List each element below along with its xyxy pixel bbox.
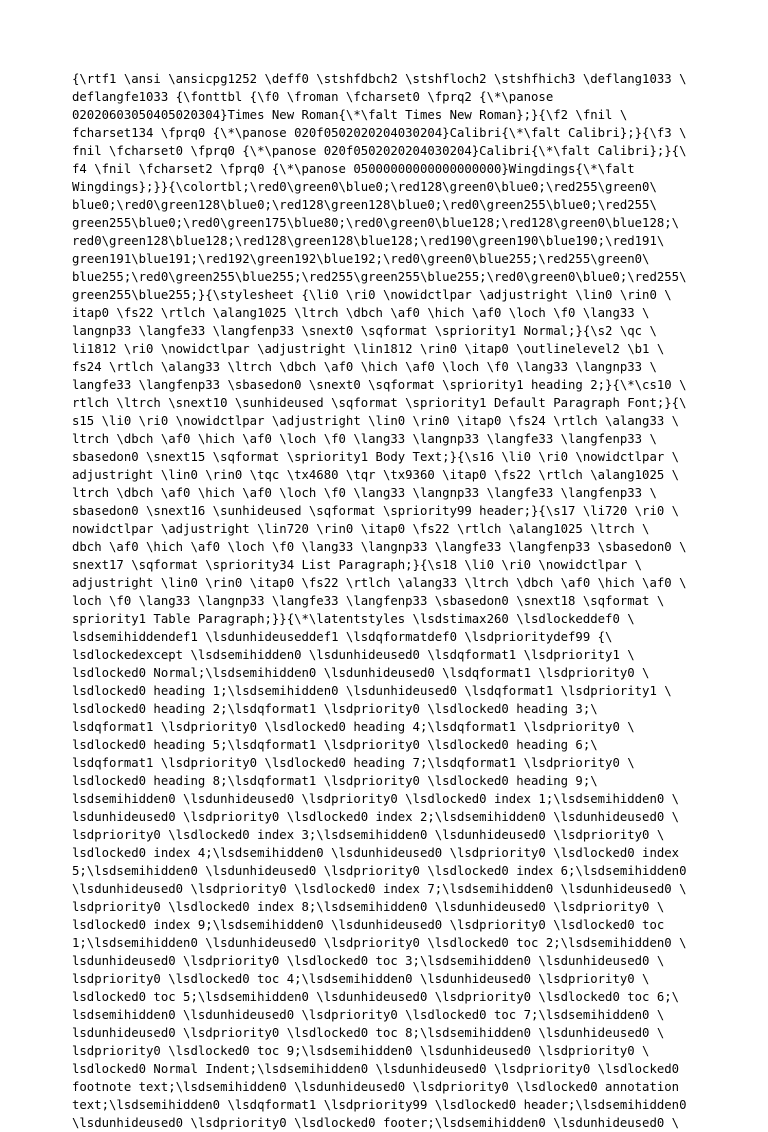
rtf-source-document <box>72 70 702 1132</box>
text-line: Wingdings};}}{\colortbl;\red0\green0\blue0;\red128\green0\blue0;\red255\green0\ <box>72 180 657 194</box>
text-line: langnp33 \langfe33 \langfenp33 \snext0 \sqformat \spriority1 Normal;}{\s2 \qc \ <box>72 324 657 338</box>
text-line: dbch \af0 \hich \af0 \loch \f0 \lang33 \langnp33 \langfe33 \langfenp33 \sbasedon0 \ <box>72 540 687 554</box>
text-line: green191\blue191;\red192\green192\blue192;\red0\green0\blue255;\red255\green0\ <box>72 252 650 266</box>
text-line: lsdunhideused0 \lsdpriority0 \lsdlocked0 toc 8;\lsdsemihidden0 \lsdunhideused0 \ <box>72 1026 665 1040</box>
text-line: s15 \li0 \ri0 \nowidctlpar \adjustright \lin0 \rin0 \itap0 \fs24 \rtlch \alang33 \ <box>72 414 680 428</box>
text-line: lsdlocked0 Normal Indent;\lsdsemihidden0 \lsdunhideused0 \lsdpriority0 \lsdlocked0 <box>72 1062 680 1076</box>
text-line: lsdpriority0 \lsdlocked0 toc 9;\lsdsemihidden0 \lsdunhideused0 \lsdpriority0 \ <box>72 1044 650 1058</box>
text-line: 1;\lsdsemihidden0 \lsdunhideused0 \lsdpriority0 \lsdlocked0 toc 2;\lsdsemihidden0 \ <box>72 936 687 950</box>
text-line: rtlch \ltrch \snext10 \sunhideused \sqformat \spriority1 Default Paragraph Font;}{\ <box>72 396 687 410</box>
text-line: fcharset134 \fprq0 {\*\panose 020f0502020204030204}Calibri{\*\falt Calibri};}{\f3 \ <box>72 126 687 140</box>
text-line: li1812 \ri0 \nowidctlpar \adjustright \lin1812 \rin0 \itap0 \outlinelevel2 \b1 \ <box>72 342 665 356</box>
text-line: lsdpriority0 \lsdlocked0 toc 4;\lsdsemihidden0 \lsdunhideused0 \lsdpriority0 \ <box>72 972 650 986</box>
text-line: \lsdunhideused0 \lsdpriority0 \lsdlocked0 footer;\lsdsemihidden0 \lsdunhideused0 \ <box>72 1116 680 1130</box>
text-line: lsdlocked0 heading 5;\lsdqformat1 \lsdpriority0 \lsdlocked0 heading 6;\ <box>72 738 598 752</box>
text-line: text;\lsdsemihidden0 \lsdqformat1 \lsdpriority99 \lsdlocked0 header;\lsdsemihidden0 <box>72 1098 687 1112</box>
text-line: deflangfe1033 {\fonttbl {\f0 \froman \fcharset0 \fprq2 {\*\panose <box>72 90 554 104</box>
text-line: lsdpriority0 \lsdlocked0 index 8;\lsdsemihidden0 \lsdunhideused0 \lsdpriority0 \ <box>72 900 665 914</box>
text-line: sbasedon0 \snext16 \sunhideused \sqformat \spriority99 header;}{\s17 \li720 \ri0 \ <box>72 504 680 518</box>
text-line: lsdunhideused0 \lsdpriority0 \lsdlocked0 toc 3;\lsdsemihidden0 \lsdunhideused0 \ <box>72 954 665 968</box>
text-line: fnil \fcharset0 \fprq0 {\*\panose 020f0502020204030204}Calibri{\*\falt Calibri};}{\ <box>72 144 687 158</box>
text-line: lsdsemihiddendef1 \lsdunhideuseddef1 \lsdqformatdef0 \lsdprioritydef99 {\ <box>72 630 613 644</box>
text-line: itap0 \fs22 \rtlch \alang1025 \ltrch \dbch \af0 \hich \af0 \loch \f0 \lang33 \ <box>72 306 650 320</box>
text-line: adjustright \lin0 \rin0 \itap0 \fs22 \rtlch \alang33 \ltrch \dbch \af0 \hich \af0 \ <box>72 576 687 590</box>
text-line: lsdlocked0 heading 1;\lsdsemihidden0 \lsdunhideused0 \lsdqformat1 \lsdpriority1 \ <box>72 684 672 698</box>
text-line: lsdlocked0 index 9;\lsdsemihidden0 \lsdunhideused0 \lsdpriority0 \lsdlocked0 toc <box>72 918 665 932</box>
text-line: loch \f0 \lang33 \langnp33 \langfe33 \langfenp33 \sbasedon0 \snext18 \sqformat \ <box>72 594 665 608</box>
text-line: 5;\lsdsemihidden0 \lsdunhideused0 \lsdpriority0 \lsdlocked0 index 6;\lsdsemihidden0 <box>72 864 687 878</box>
text-line: lsdlocked0 Normal;\lsdsemihidden0 \lsdunhideused0 \lsdqformat1 \lsdpriority0 \ <box>72 666 650 680</box>
text-line: lsdsemihidden0 \lsdunhideused0 \lsdpriority0 \lsdlocked0 toc 7;\lsdsemihidden0 \ <box>72 1008 665 1022</box>
text-line: blue255;\red0\green255\blue255;\red255\green255\blue255;\red0\green0\blue0;\red255\ <box>72 270 687 284</box>
text-line: footnote text;\lsdsemihidden0 \lsdunhideused0 \lsdpriority0 \lsdlocked0 annotation <box>72 1080 680 1094</box>
text-line: sbasedon0 \snext15 \sqformat \spriority1 Body Text;}{\s16 \li0 \ri0 \nowidctlpar \ <box>72 450 680 464</box>
text-line: lsdunhideused0 \lsdpriority0 \lsdlocked0 index 2;\lsdsemihidden0 \lsdunhideused0 \ <box>72 810 680 824</box>
text-line: lsdlocked0 toc 5;\lsdsemihidden0 \lsdunhideused0 \lsdpriority0 \lsdlocked0 toc 6;\ <box>72 990 680 1004</box>
text-line: lsdlocked0 heading 2;\lsdqformat1 \lsdpriority0 \lsdlocked0 heading 3;\ <box>72 702 598 716</box>
text-line: lsdqformat1 \lsdpriority0 \lsdlocked0 heading 4;\lsdqformat1 \lsdpriority0 \ <box>72 720 635 734</box>
text-line: ltrch \dbch \af0 \hich \af0 \loch \f0 \lang33 \langnp33 \langfe33 \langfenp33 \ <box>72 486 657 500</box>
text-line: adjustright \lin0 \rin0 \tqc \tx4680 \tqr \tx9360 \itap0 \fs22 \rtlch \alang1025 \ <box>72 468 680 482</box>
text-line: red0\green128\blue128;\red128\green128\blue128;\red190\green190\blue190;\red191\ <box>72 234 665 248</box>
text-line: langfe33 \langfenp33 \sbasedon0 \snext0 \sqformat \spriority1 heading 2;}{\*\cs10 \ <box>72 378 687 392</box>
text-line: spriority1 Table Paragraph;}}{\*\latentstyles \lsdstimax260 \lsdlockeddef0 \ <box>72 612 635 626</box>
text-line: {\rtf1 \ansi \ansicpg1252 \deff0 \stshfdbch2 \stshfloch2 \stshfhich3 \deflang1033 \ <box>72 72 687 86</box>
text-line: lsdlocked0 index 4;\lsdsemihidden0 \lsdunhideused0 \lsdpriority0 \lsdlocked0 index <box>72 846 680 860</box>
text-line: nowidctlpar \adjustright \lin720 \rin0 \itap0 \fs22 \rtlch \alang1025 \ltrch \ <box>72 522 650 536</box>
text-line: f4 \fnil \fcharset2 \fprq0 {\*\panose 05000000000000000000}Wingdings{\*\falt <box>72 162 635 176</box>
text-line: green255\blue0;\red0\green175\blue80;\red0\green0\blue128;\red128\green0\blue128;\ <box>72 216 680 230</box>
text-line: snext17 \sqformat \spriority34 List Paragraph;}{\s18 \li0 \ri0 \nowidctlpar \ <box>72 558 643 572</box>
text-line: lsdpriority0 \lsdlocked0 index 3;\lsdsemihidden0 \lsdunhideused0 \lsdpriority0 \ <box>72 828 665 842</box>
text-line: blue0;\red0\green128\blue0;\red128\green128\blue0;\red0\green255\blue0;\red255\ <box>72 198 657 212</box>
text-line: lsdsemihidden0 \lsdunhideused0 \lsdpriority0 \lsdlocked0 index 1;\lsdsemihidden0 \ <box>72 792 680 806</box>
text-line: \lsdunhideused0 \lsdpriority0 \lsdlocked0 index 7;\lsdsemihidden0 \lsdunhideused0 \ <box>72 882 687 896</box>
text-line: lsdqformat1 \lsdpriority0 \lsdlocked0 heading 7;\lsdqformat1 \lsdpriority0 \ <box>72 756 635 770</box>
text-line: lsdlockedexcept \lsdsemihidden0 \lsdunhideused0 \lsdqformat1 \lsdpriority1 \ <box>72 648 635 662</box>
text-line: lsdlocked0 heading 8;\lsdqformat1 \lsdpriority0 \lsdlocked0 heading 9;\ <box>72 774 598 788</box>
text-line: 02020603050405020304}Times New Roman{\*\falt Times New Roman};}{\f2 \fnil \ <box>72 108 628 122</box>
text-line: fs24 \rtlch \alang33 \ltrch \dbch \af0 \hich \af0 \loch \f0 \lang33 \langnp33 \ <box>72 360 657 374</box>
text-line: ltrch \dbch \af0 \hich \af0 \loch \f0 \lang33 \langnp33 \langfe33 \langfenp33 \ <box>72 432 657 446</box>
text-line: green255\blue255;}{\stylesheet {\li0 \ri0 \nowidctlpar \adjustright \lin0 \rin0 \ <box>72 288 672 302</box>
